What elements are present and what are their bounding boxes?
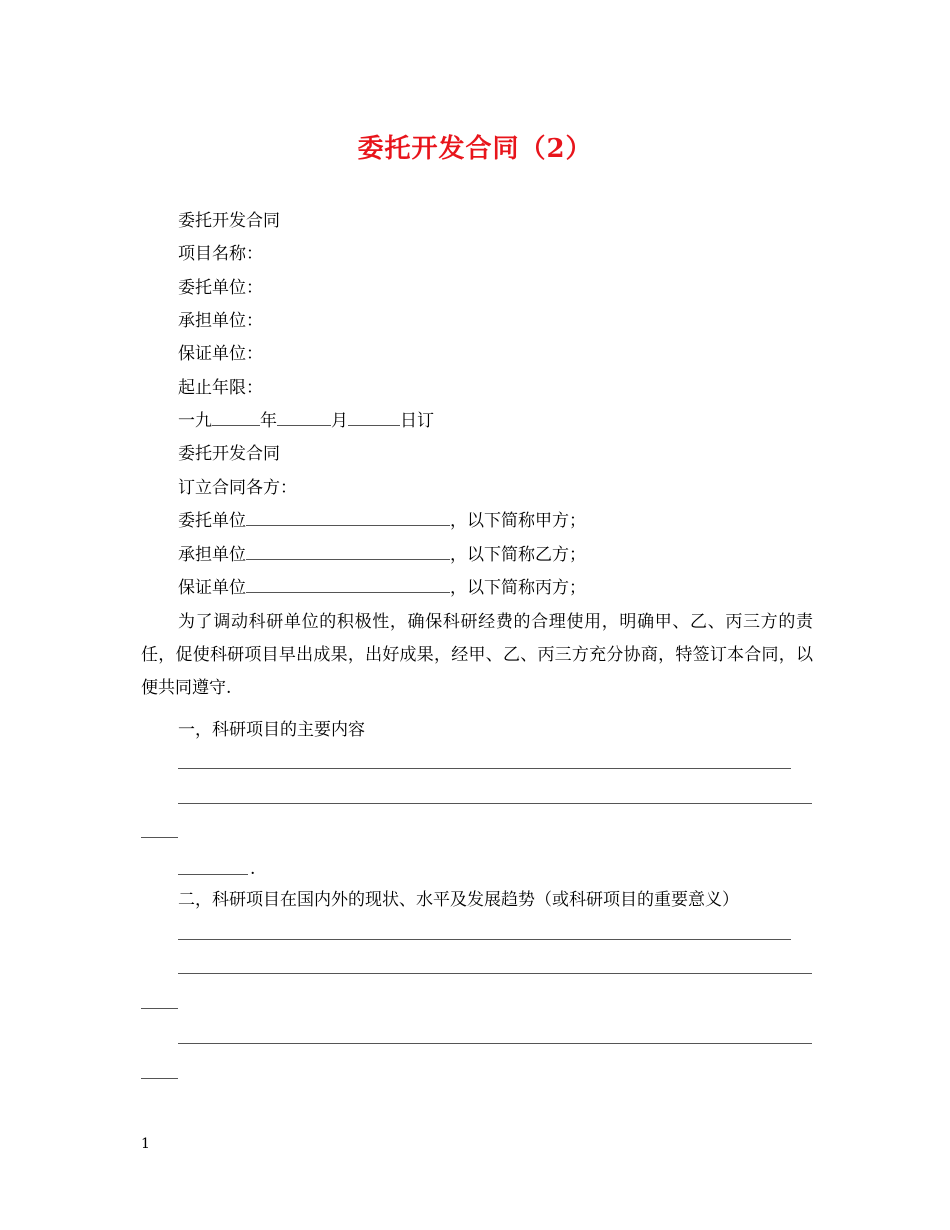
date-month-blank bbox=[277, 410, 331, 426]
client-label: 委托单位： bbox=[178, 278, 263, 298]
section2-title: 二，科研项目在国内外的现状、水平及发展趋势（或科研项目的重要意义） bbox=[178, 890, 739, 910]
date-day-suffix: 日订 bbox=[400, 411, 434, 431]
date-year-blank bbox=[212, 410, 260, 426]
date-day-blank bbox=[348, 410, 400, 426]
section1-fill-line-1 bbox=[178, 768, 791, 769]
party-b-suffix: ，以下简称乙方； bbox=[450, 545, 586, 565]
section1-fill-line-2 bbox=[178, 803, 812, 804]
date-prefix: 一九 bbox=[178, 411, 212, 431]
party-c-line bbox=[178, 576, 586, 600]
section1-end-mark: . bbox=[250, 859, 256, 879]
section1-fill-line-2-wrap bbox=[141, 837, 178, 838]
section2-fill-line-1 bbox=[178, 939, 791, 940]
party-a-label: 委托单位 bbox=[178, 511, 246, 531]
party-c-blank bbox=[246, 577, 450, 593]
undertaker-label: 承担单位： bbox=[178, 311, 263, 331]
intro-paragraph: 为了调动科研单位的积极性，确保科研经费的合理使用，明确甲、乙、丙三方的责任，促使科研项目早出成果，出好成果，经甲、乙、丙三方充分协商，特签订本合同，以便共同遵守. bbox=[141, 612, 813, 698]
body-heading: 委托开发合同 bbox=[178, 444, 280, 464]
party-b-blank bbox=[246, 544, 450, 560]
period-label: 起止年限： bbox=[178, 378, 263, 398]
party-a-line bbox=[178, 509, 586, 533]
party-c-label: 保证单位 bbox=[178, 578, 246, 598]
document-title: 委托开发合同（2） bbox=[357, 134, 593, 164]
party-a-suffix: ，以下简称甲方； bbox=[450, 511, 586, 531]
section1-fill-line-3 bbox=[178, 874, 248, 875]
parties-label: 订立合同各方： bbox=[178, 478, 297, 498]
party-b-line bbox=[178, 543, 586, 567]
project-name-label: 项目名称： bbox=[178, 244, 263, 264]
section2-fill-line-2 bbox=[178, 973, 812, 974]
party-c-suffix: ，以下简称丙方； bbox=[450, 578, 586, 598]
section2-fill-line-3 bbox=[178, 1043, 812, 1044]
guarantor-label: 保证单位： bbox=[178, 344, 263, 364]
section1-title: 一，科研项目的主要内容 bbox=[178, 720, 365, 740]
date-month: 月 bbox=[331, 411, 348, 431]
date-line bbox=[178, 409, 434, 433]
page-number: 1 bbox=[141, 1136, 150, 1152]
party-a-blank bbox=[246, 510, 450, 526]
cover-heading: 委托开发合同 bbox=[178, 211, 280, 231]
party-b-label: 承担单位 bbox=[178, 545, 246, 565]
section2-fill-line-2-wrap bbox=[141, 1008, 178, 1009]
section2-fill-line-3-wrap bbox=[141, 1078, 178, 1079]
date-year: 年 bbox=[260, 411, 277, 431]
